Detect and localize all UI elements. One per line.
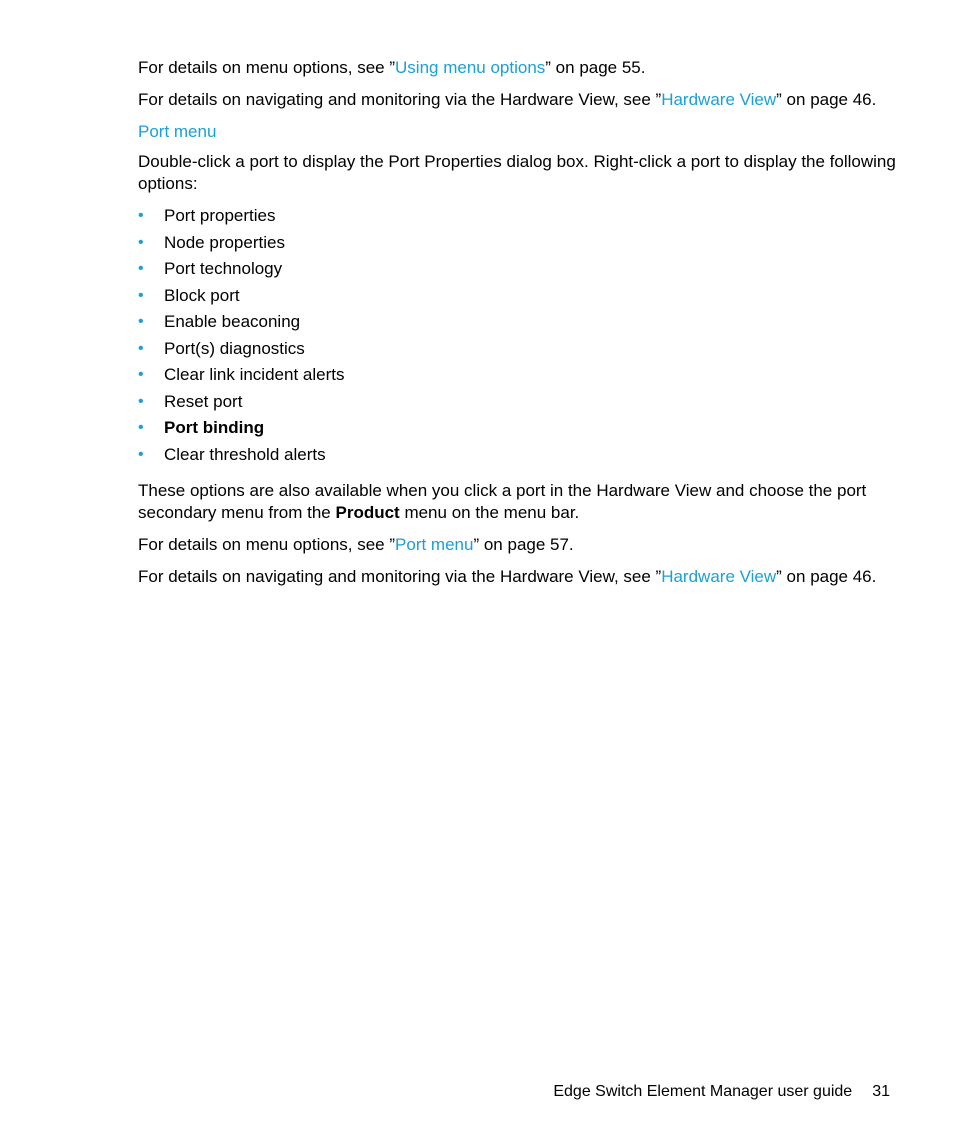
list-item [138, 444, 898, 471]
bullet-icon: • [138, 313, 144, 330]
text-segment: ” on page 46. [776, 90, 877, 109]
bullet-icon: • [138, 286, 144, 304]
bullet-icon: • [138, 260, 144, 277]
list-item-label: Port technology [164, 259, 283, 278]
product-menu-term: Product [335, 503, 400, 522]
text-segment: For details on navigating and monitoring via the Hardware View, see ” [138, 567, 662, 586]
list-item [138, 232, 898, 259]
paragraph-hardware-view-ref-2 [138, 566, 898, 588]
text-segment: For details on menu options, see ” [138, 535, 396, 554]
link-using-menu-options[interactable]: Using menu options [395, 58, 546, 77]
list-item-label: Clear link incident alerts [164, 365, 345, 384]
text-segment: ” on page 46. [776, 567, 877, 586]
bullet-icon: • [138, 445, 144, 463]
link-port-menu[interactable]: Port menu [395, 535, 474, 554]
list-item [138, 205, 898, 232]
text-segment: For details on navigating and monitoring via the Hardware View, see ” [138, 90, 662, 109]
bullet-icon: • [138, 233, 144, 251]
page-content [138, 57, 898, 598]
page-footer [0, 1082, 890, 1102]
list-item-label: Clear threshold alerts [164, 444, 326, 464]
list-item [138, 258, 898, 285]
bullet-icon: • [138, 339, 144, 357]
link-hardware-view[interactable]: Hardware View [661, 90, 777, 109]
paragraph-also-available [138, 480, 898, 524]
list-item-label: Reset port [164, 391, 243, 411]
bullet-icon: • [138, 392, 144, 410]
paragraph-menu-options-ref [138, 57, 898, 79]
text-segment: For details on menu options, see ” [138, 58, 396, 77]
bullet-icon: • [138, 207, 144, 224]
bullet-icon: • [138, 366, 144, 383]
list-item-label: Port binding [164, 418, 265, 437]
paragraph-port-menu-ref [138, 534, 898, 556]
list-item-label: Enable beaconing [164, 312, 301, 331]
list-item [138, 391, 898, 418]
list-item-label: Node properties [164, 232, 285, 252]
text-segment: menu on the menu bar. [399, 503, 580, 522]
list-item-label: Block port [164, 285, 240, 305]
list-item [138, 285, 898, 312]
paragraph-port-menu-intro: Double-click a port to display the Port Properties dialog box. Right-click a port to display the following options: [138, 152, 896, 193]
list-item-label: Port properties [164, 206, 276, 225]
list-item-label: Port(s) diagnostics [164, 338, 305, 358]
section-heading-port-menu: Port menu [138, 122, 217, 141]
footer-guide-title: Edge Switch Element Manager user guide [553, 1083, 853, 1100]
text-segment: These options are also available when you click a port in the Hardware View and choose the port secondary menu from the [138, 481, 867, 522]
paragraph-hardware-view-ref [138, 89, 898, 111]
bullet-icon: • [138, 419, 144, 436]
list-item [138, 338, 898, 365]
text-segment: ” on page 57. [473, 535, 574, 554]
link-hardware-view-2[interactable]: Hardware View [661, 567, 777, 586]
list-item [138, 364, 898, 391]
text-segment: ” on page 55. [545, 58, 646, 77]
list-item [138, 311, 898, 338]
list-item [138, 417, 898, 444]
port-menu-options-list [138, 205, 898, 470]
page-number: 31 [872, 1083, 890, 1100]
